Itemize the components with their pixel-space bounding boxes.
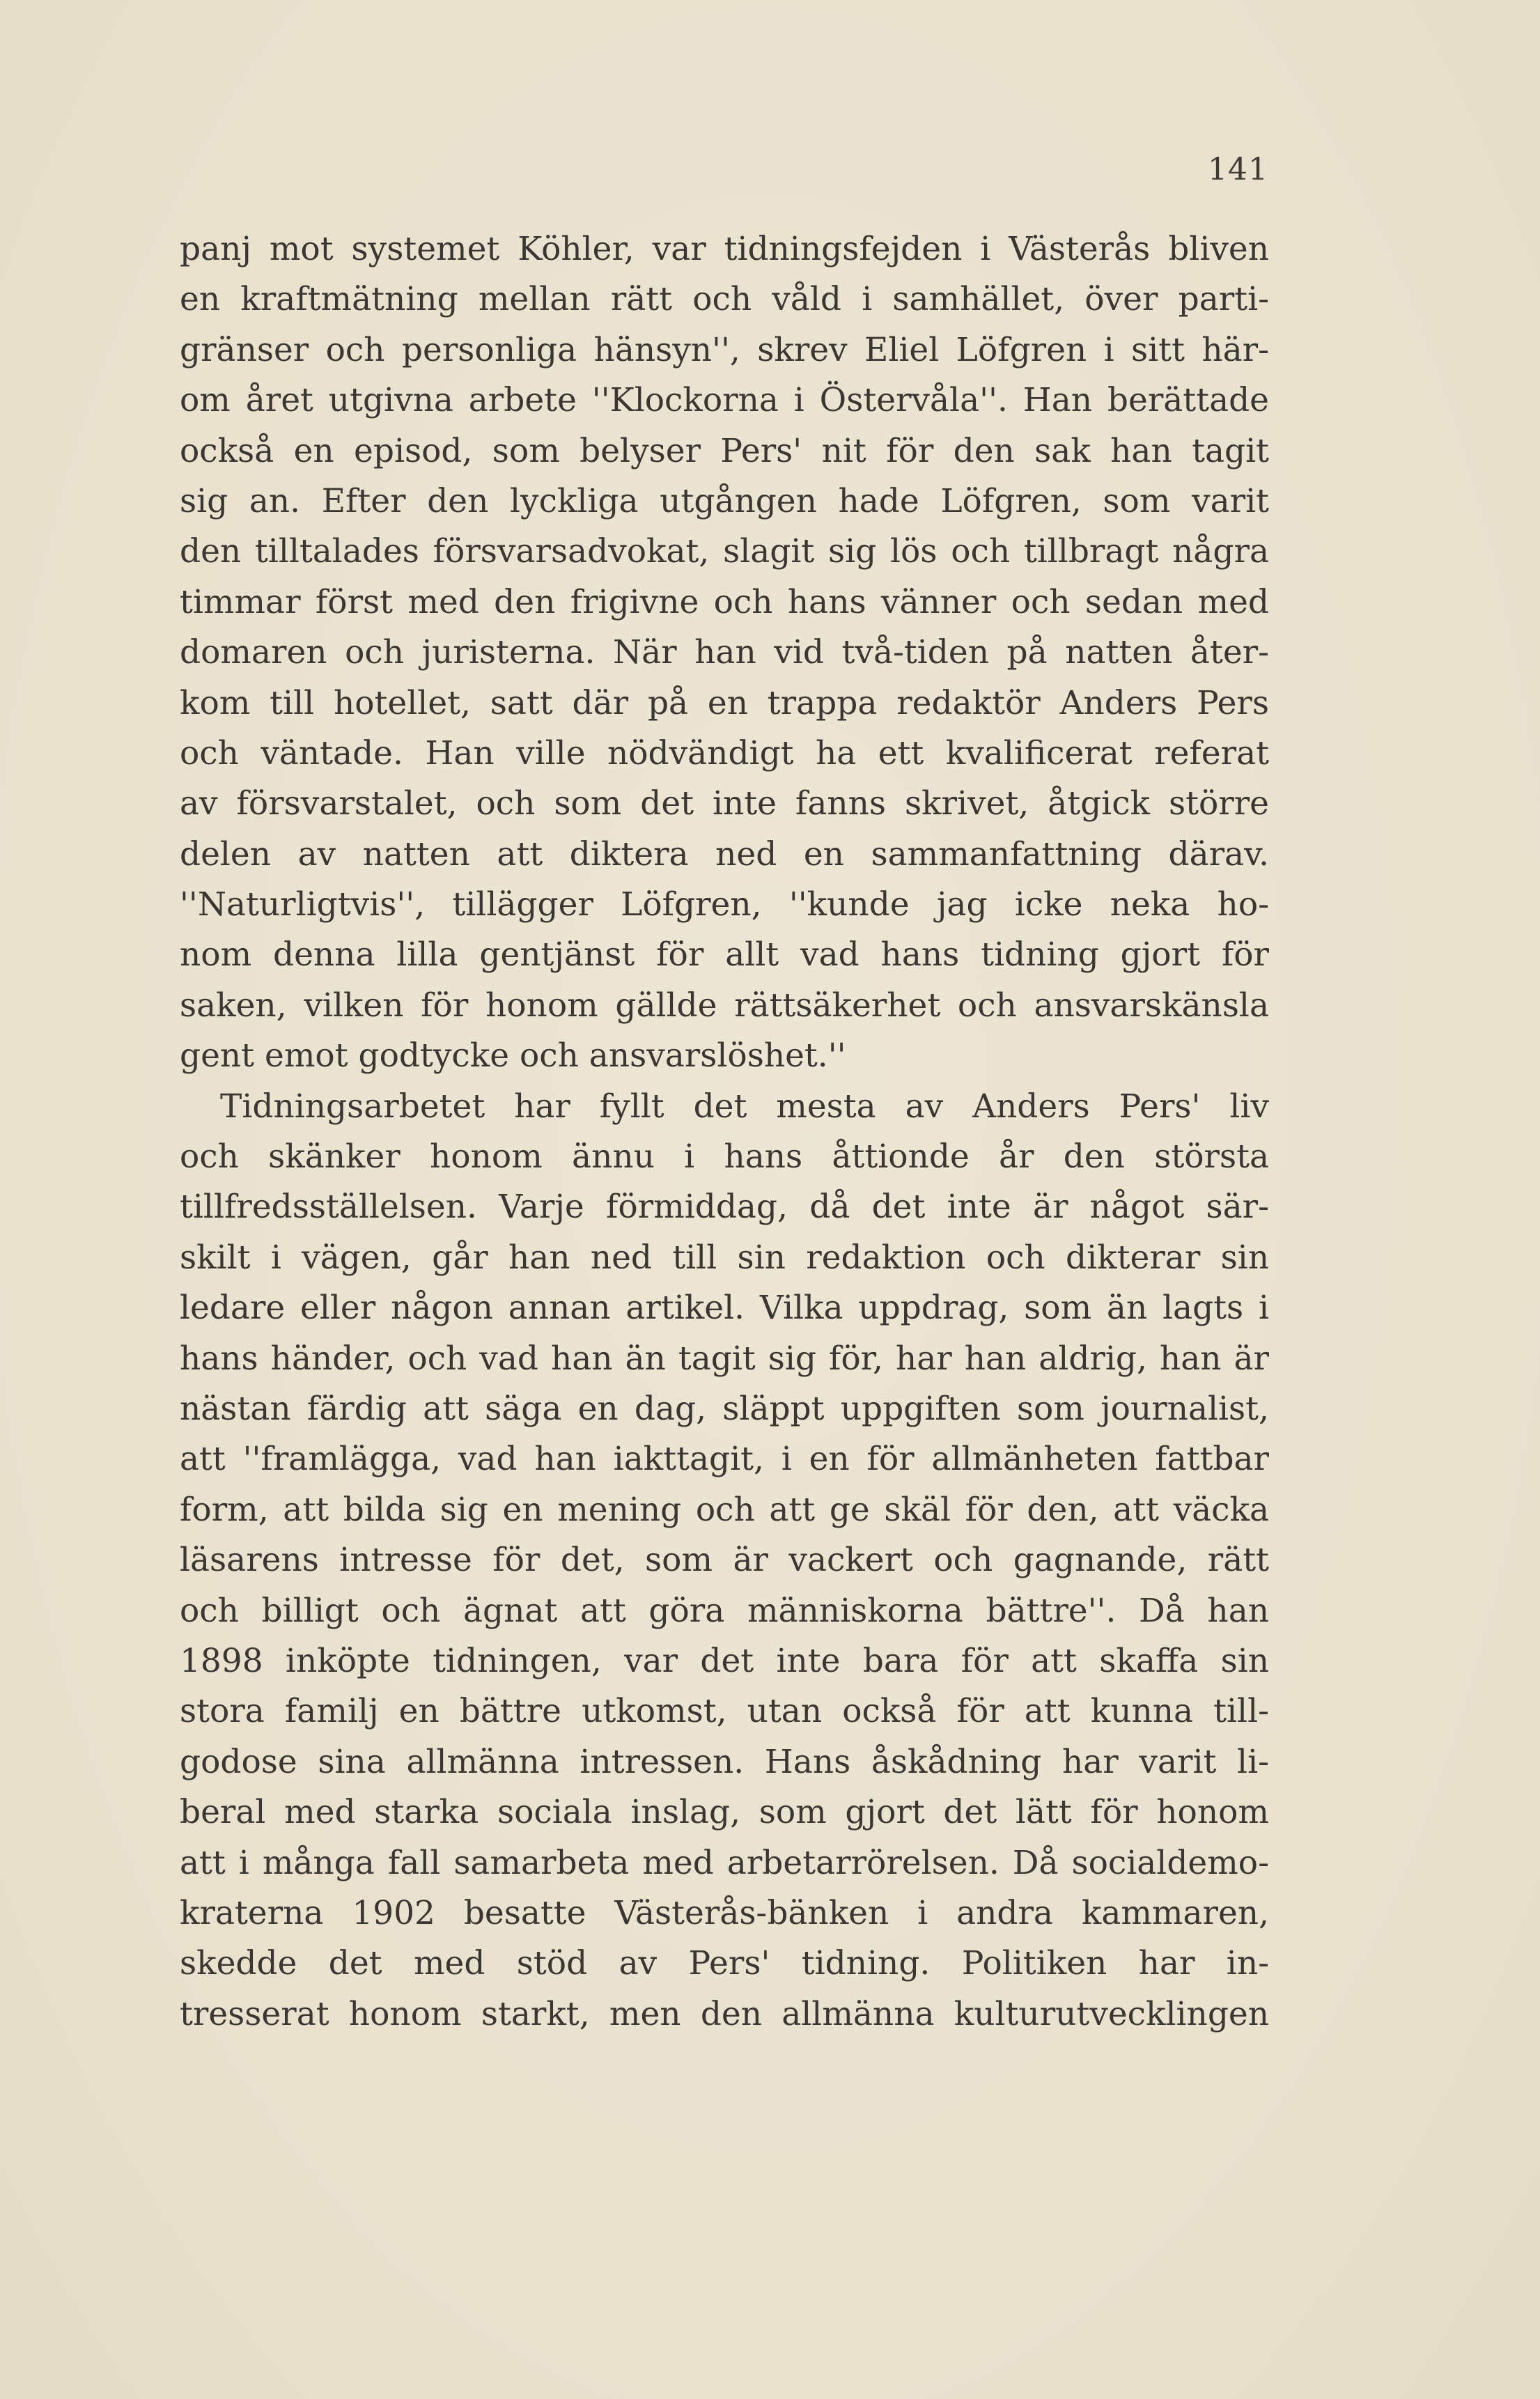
text-line: kom till hotellet, satt där på en trappa redaktör Anders Pers	[180, 683, 1269, 722]
text-line: Tidningsarbetet har fyllt det mesta av Anders Pers' liv	[220, 1087, 1269, 1126]
text-line: läsarens intresse för det, som är vackert och gagnande, rätt	[180, 1541, 1269, 1580]
text-line: också en episod, som belyser Pers' nit för den sak han tagit	[180, 431, 1269, 470]
text-line: godose sina allmänna intressen. Hans åskådning har varit li-	[180, 1742, 1269, 1781]
text-line: delen av natten att diktera ned en sammanfattning därav.	[180, 834, 1269, 874]
text-line: domaren och juristerna. När han vid två-tiden på natten åter-	[180, 633, 1269, 672]
text-line: beral med starka sociala inslag, som gjort det lätt för honom	[180, 1793, 1269, 1832]
text-line: timmar först med den frigivne och hans vänner och sedan med	[180, 582, 1269, 621]
text-line: gränser och personliga hänsyn'', skrev Eliel Löfgren i sitt här-	[180, 330, 1269, 369]
text-line: och billigt och ägnat att göra människorna bättre''. Då han	[180, 1591, 1269, 1630]
text-line: form, att bilda sig en mening och att ge skäl för den, att väcka	[180, 1490, 1269, 1529]
text-line: sig an. Efter den lyckliga utgången hade Löfgren, som varit	[180, 481, 1269, 520]
body-text	[180, 224, 1269, 2040]
text-line: nästan färdig att säga en dag, släppt uppgiften som journalist,	[180, 1389, 1269, 1428]
text-line: ledare eller någon annan artikel. Vilka uppdrag, som än lagts i	[180, 1289, 1269, 1328]
text-line: nom denna lilla gentjänst för allt vad hans tidning gjort för	[180, 935, 1269, 975]
text-line: saken, vilken för honom gällde rättsäkerhet och ansvarskänsla	[180, 986, 1269, 1025]
text-line: en kraftmätning mellan rätt och våld i samhället, över parti-	[180, 280, 1269, 319]
text-line: av försvarstalet, och som det inte fanns skrivet, åtgick större	[180, 784, 1269, 823]
text-line: hans händer, och vad han än tagit sig för, har han aldrig, han är	[180, 1339, 1269, 1378]
text-line: och skänker honom ännu i hans åttionde år den största	[180, 1138, 1269, 1177]
text-line: tresserat honom starkt, men den allmänna kulturutvecklingen	[180, 1994, 1269, 2033]
text-line: skedde det med stöd av Pers' tidning. Politiken har in-	[180, 1944, 1269, 1983]
text-line: gent emot godtycke och ansvarslöshet.''	[180, 1037, 846, 1076]
text-line: om året utgivna arbete ''Klockorna i Östervåla''. Han berättade	[180, 381, 1269, 420]
text-line: att ''framlägga, vad han iakttagit, i en för allmänheten fattbar	[180, 1440, 1269, 1479]
text-line: 1898 inköpte tidningen, var det inte bara för att skaffa sin	[180, 1641, 1269, 1680]
text-line: att i många fall samarbeta med arbetarrörelsen. Då socialdemo-	[180, 1843, 1269, 1882]
page-number: 141	[1208, 152, 1268, 187]
text-line: stora familj en bättre utkomst, utan också för att kunna till-	[180, 1692, 1269, 1731]
text-line: och väntade. Han ville nödvändigt ha ett kvalificerat referat	[180, 733, 1269, 773]
text-line: panj mot systemet Köhler, var tidningsfejden i Västerås bliven	[180, 230, 1269, 268]
text-line: ''Naturligtvis'', tillägger Löfgren, ''kunde jag icke neka ho-	[180, 885, 1269, 924]
text-line: kraterna 1902 besatte Västerås-bänken i andra kammaren,	[180, 1893, 1269, 1932]
text-line: den tilltalades försvarsadvokat, slagit sig lös och tillbragt några	[180, 532, 1269, 571]
text-line: tillfredsställelsen. Varje förmiddag, då det inte är något sär-	[180, 1188, 1269, 1227]
text-line: skilt i vägen, går han ned till sin redaktion och dikterar sin	[180, 1238, 1269, 1277]
